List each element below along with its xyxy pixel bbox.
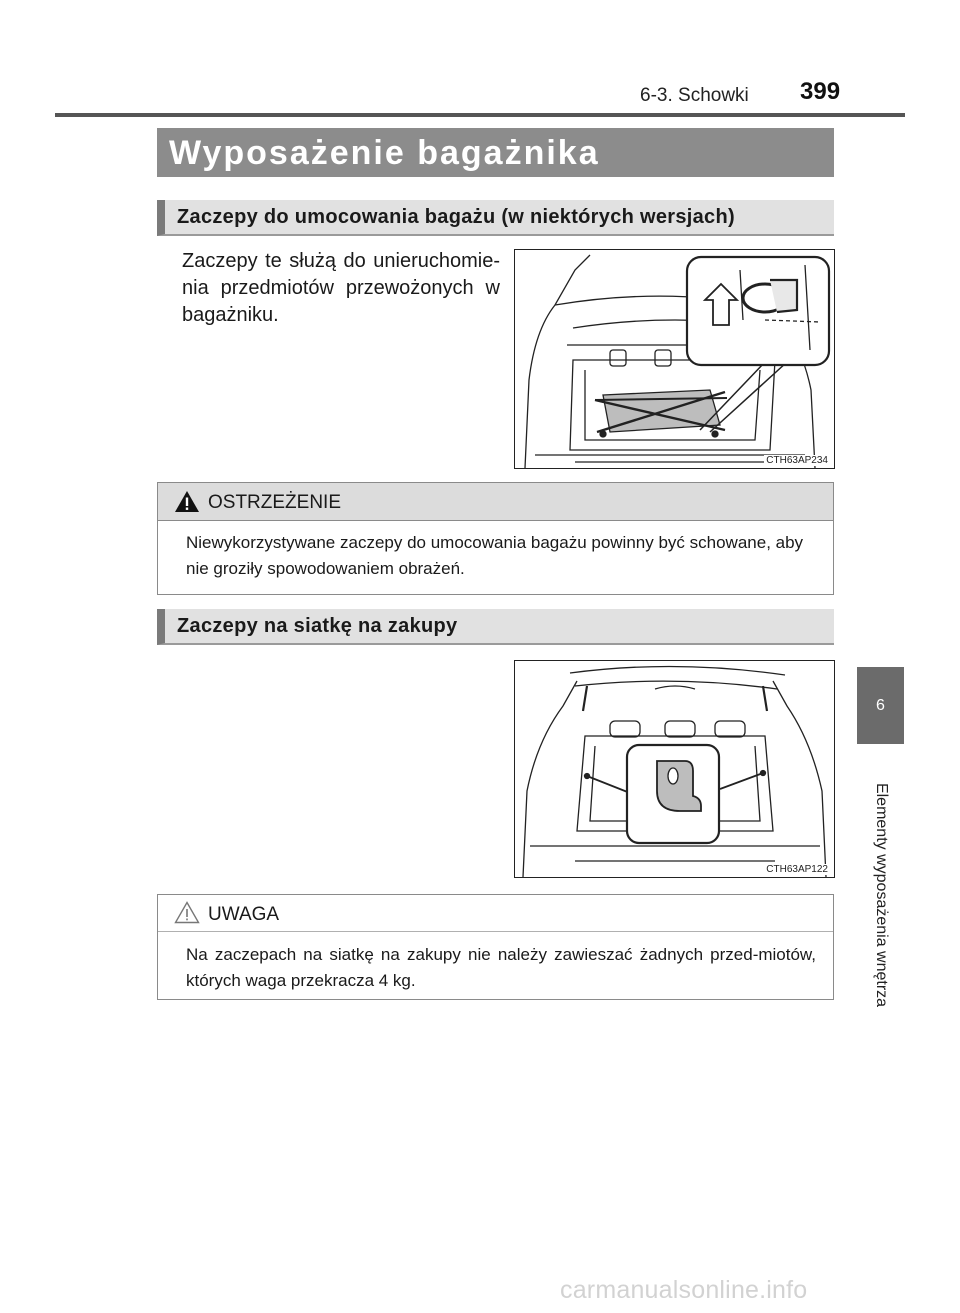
notice-header	[158, 895, 833, 932]
chapter-number: 6	[876, 697, 885, 714]
notice-box	[157, 894, 834, 1000]
chapter-label: Elementy wyposażenia wnętrza	[873, 782, 890, 1008]
trunk-hooks-illustration	[515, 250, 834, 468]
intro-paragraph: Zaczepy te służą do unieruchomie-nia przedmiotów przewożonych w bagażniku.	[182, 250, 500, 326]
warning-title: OSTRZEŻENIE	[208, 492, 342, 513]
notice-title: UWAGA	[208, 904, 280, 925]
running-header-section: 6-3. Schowki	[640, 85, 749, 106]
section-header-shopping-net-hooks	[157, 609, 834, 645]
section-header-luggage-hooks	[157, 200, 834, 236]
figure-shopping-net-hooks	[514, 660, 835, 878]
warning-header	[158, 483, 833, 521]
warning-text: Niewykorzystywane zaczepy do umocowania bagażu powinny być schowane, aby nie groziły spowodowaniem obrażeń.	[186, 533, 804, 578]
warning-box	[157, 482, 834, 595]
caution-icon	[174, 901, 200, 924]
page-title: Wyposażenie bagażnika	[169, 134, 600, 172]
watermark: carmanualsonline.info	[560, 1276, 808, 1304]
warning-icon	[174, 490, 200, 513]
section-title: Zaczepy na siatkę na zakupy	[177, 615, 458, 637]
figure-code: CTH63AP122	[766, 864, 828, 875]
chapter-tab	[857, 667, 904, 744]
notice-text: Na zaczepach na siatkę na zakupy nie należy zawieszać żadnych przed-miotów, których waga przekracza 4 kg.	[186, 945, 816, 990]
figure-code: CTH63AP234	[766, 455, 828, 466]
main-title-bar	[157, 128, 834, 177]
header-rule	[55, 113, 905, 117]
figure-luggage-hooks	[514, 249, 835, 469]
section-title: Zaczepy do umocowania bagażu (w niektórych wersjach)	[177, 206, 735, 228]
shopping-net-hooks-illustration	[515, 661, 834, 877]
page-number: 399	[800, 78, 841, 105]
